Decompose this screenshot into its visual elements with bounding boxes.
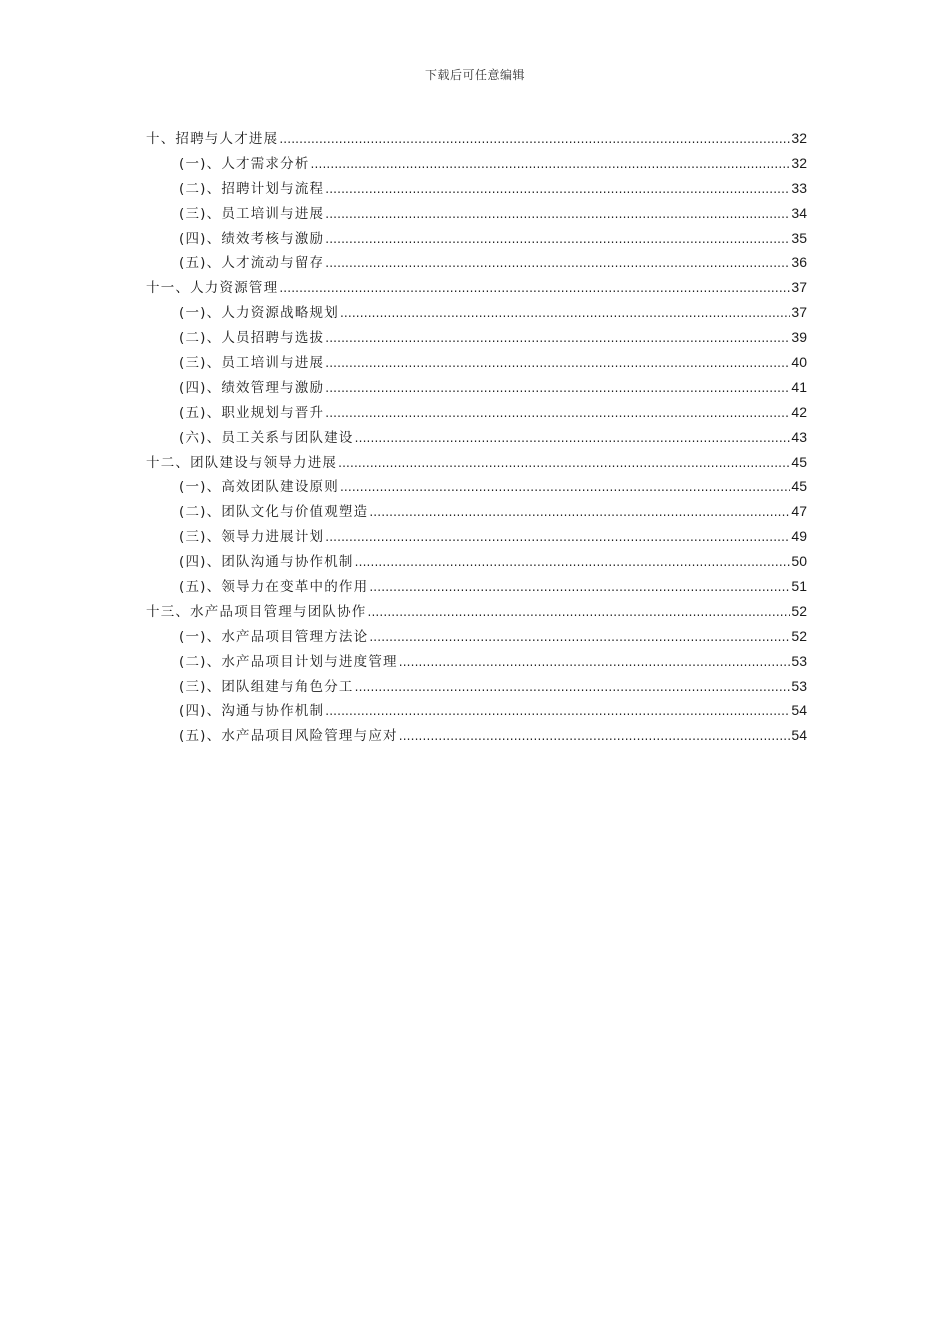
toc-dot-leader xyxy=(325,177,790,202)
toc-section-entry[interactable] xyxy=(146,624,807,649)
toc-section-entry[interactable] xyxy=(146,300,807,325)
toc-section-entry[interactable] xyxy=(146,425,807,450)
toc-entry-title: (一)、水产品项目管理方法论 xyxy=(179,628,369,645)
toc-entry-page-number: 37 xyxy=(791,304,807,321)
toc-entry-page-number: 50 xyxy=(791,553,807,570)
toc-entry-page-number: 49 xyxy=(791,528,807,545)
toc-section-entry[interactable] xyxy=(146,499,807,524)
toc-chapter-entry[interactable] xyxy=(146,450,807,475)
toc-section-entry[interactable] xyxy=(146,524,807,549)
toc-section-entry[interactable] xyxy=(146,474,807,499)
toc-entry-page-number: 43 xyxy=(791,428,807,445)
toc-dot-leader xyxy=(325,525,790,550)
toc-entry-title: (二)、团队文化与价值观塑造 xyxy=(179,504,369,521)
toc-entry-page-number: 40 xyxy=(791,354,807,371)
toc-entry-title: (四)、绩效考核与激励 xyxy=(179,230,325,247)
toc-dot-leader xyxy=(325,351,790,376)
toc-entry-title: 十一、人力资源管理 xyxy=(146,280,279,297)
toc-entry-page-number: 54 xyxy=(791,727,807,744)
toc-entry-page-number: 53 xyxy=(791,677,807,694)
toc-section-entry[interactable] xyxy=(146,176,807,201)
toc-entry-page-number: 42 xyxy=(791,403,807,420)
toc-dot-leader xyxy=(338,451,790,476)
toc-dot-leader xyxy=(340,475,790,500)
toc-dot-leader xyxy=(325,699,790,724)
toc-section-entry[interactable] xyxy=(146,151,807,176)
toc-dot-leader xyxy=(355,675,791,700)
toc-entry-title: (五)、人才流动与留存 xyxy=(179,255,325,272)
toc-entry-title: (一)、人才需求分析 xyxy=(179,155,310,172)
toc-entry-page-number: 45 xyxy=(791,453,807,470)
toc-entry-page-number: 36 xyxy=(791,254,807,271)
toc-entry-page-number: 35 xyxy=(791,229,807,246)
toc-entry-title: 十、招聘与人才进展 xyxy=(146,131,279,147)
toc-section-entry[interactable] xyxy=(146,549,807,574)
toc-entry-title: (一)、高效团队建设原则 xyxy=(179,479,339,496)
toc-entry-title: 十二、团队建设与领导力进展 xyxy=(146,454,338,471)
toc-dot-leader xyxy=(279,276,790,301)
toc-entry-page-number: 32 xyxy=(791,130,807,146)
toc-dot-leader xyxy=(355,426,791,451)
toc-entry-page-number: 41 xyxy=(791,378,807,395)
toc-section-entry[interactable] xyxy=(146,574,807,599)
toc-dot-leader xyxy=(355,550,791,575)
toc-section-entry[interactable] xyxy=(146,350,807,375)
toc-dot-leader xyxy=(369,500,790,525)
toc-section-entry[interactable] xyxy=(146,325,807,350)
toc-dot-leader xyxy=(369,625,790,650)
toc-entry-title: (四)、团队沟通与协作机制 xyxy=(179,554,354,571)
toc-entry-page-number: 52 xyxy=(791,627,807,644)
toc-chapter-entry[interactable] xyxy=(146,275,807,300)
toc-chapter-entry[interactable] xyxy=(146,126,807,151)
toc-dot-leader xyxy=(325,251,790,276)
toc-dot-leader xyxy=(325,401,790,426)
toc-entry-page-number: 33 xyxy=(791,179,807,196)
toc-entry-title: (五)、职业规划与晋升 xyxy=(179,404,325,421)
toc-entry-title: (六)、员工关系与团队建设 xyxy=(179,429,354,446)
toc-section-entry[interactable] xyxy=(146,723,807,748)
toc-entry-page-number: 32 xyxy=(791,154,807,171)
toc-dot-leader xyxy=(325,227,790,252)
toc-dot-leader xyxy=(325,202,790,227)
toc-entry-page-number: 54 xyxy=(791,702,807,719)
toc-entry-page-number: 45 xyxy=(791,478,807,495)
toc-dot-leader xyxy=(399,650,791,675)
toc-entry-title: (三)、员工培训与进展 xyxy=(179,355,325,372)
toc-entry-title: (二)、人员招聘与选拔 xyxy=(179,330,325,347)
toc-entry-title: (三)、员工培训与进展 xyxy=(179,205,325,222)
toc-entry-title: (四)、沟通与协作机制 xyxy=(179,703,325,720)
toc-dot-leader xyxy=(311,152,791,177)
table-of-contents xyxy=(146,126,807,748)
toc-dot-leader xyxy=(340,301,790,326)
page-header: 下载后可任意编辑 xyxy=(424,68,525,82)
toc-entry-title: (一)、人力资源战略规划 xyxy=(179,305,339,322)
toc-entry-title: (五)、水产品项目风险管理与应对 xyxy=(179,728,398,745)
toc-entry-title: (五)、领导力在变革中的作用 xyxy=(179,579,369,596)
toc-entry-page-number: 52 xyxy=(791,602,807,619)
toc-dot-leader xyxy=(325,326,790,351)
toc-section-entry[interactable] xyxy=(146,250,807,275)
toc-section-entry[interactable] xyxy=(146,674,807,699)
toc-dot-leader xyxy=(399,724,791,749)
toc-entry-page-number: 53 xyxy=(791,652,807,669)
toc-dot-leader xyxy=(369,575,790,600)
toc-entry-title: 十三、水产品项目管理与团队协作 xyxy=(146,603,367,620)
toc-entry-page-number: 34 xyxy=(791,204,807,221)
toc-entry-page-number: 37 xyxy=(791,279,807,296)
toc-section-entry[interactable] xyxy=(146,226,807,251)
toc-section-entry[interactable] xyxy=(146,698,807,723)
toc-section-entry[interactable] xyxy=(146,375,807,400)
toc-entry-title: (三)、领导力进展计划 xyxy=(179,529,325,546)
toc-chapter-entry[interactable] xyxy=(146,599,807,624)
toc-entry-title: (三)、团队组建与角色分工 xyxy=(179,678,354,695)
toc-section-entry[interactable] xyxy=(146,400,807,425)
toc-entry-title: (四)、绩效管理与激励 xyxy=(179,379,325,396)
toc-entry-page-number: 51 xyxy=(791,578,807,595)
toc-dot-leader xyxy=(325,376,790,401)
toc-section-entry[interactable] xyxy=(146,649,807,674)
toc-entry-page-number: 39 xyxy=(791,329,807,346)
toc-entry-page-number: 47 xyxy=(791,503,807,520)
toc-entry-title: (二)、招聘计划与流程 xyxy=(179,180,325,197)
toc-dot-leader xyxy=(368,600,791,625)
toc-dot-leader xyxy=(279,127,790,152)
toc-entry-title: (二)、水产品项目计划与进度管理 xyxy=(179,653,398,670)
toc-section-entry[interactable] xyxy=(146,201,807,226)
